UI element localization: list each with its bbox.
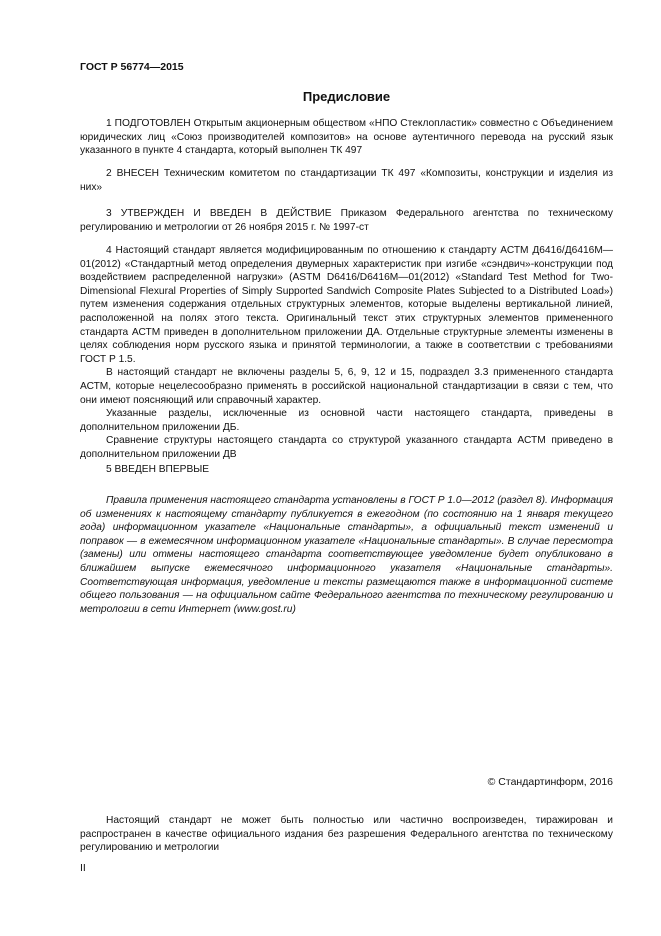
item-4-excluded-sections: В настоящий стандарт не включены разделы 5, 6, 9, 12 и 15, подраздел 3.3 примененного стандарта АСТМ, которые нецелесообразно применять в российской национальной стандартизации в связи с тем, что они имеют поясняющий или справочный характер. — [80, 367, 613, 406]
item-2-block — [80, 167, 613, 194]
rules-notice: Правила применения настоящего стандарта установлены в ГОСТ Р 1.0—2012 (раздел 8). Информация об изменениях к настоящему стандарту публикуется в ежегодном (по состоянию на 1 января текущего года) информационном указателе «Национальные стандарты», а официальный текст изменений и поправок — в ежемесячном информационном указателе «Национальные стандарты». В случае пересмотра (замены) или отмены настоящего стандарта соответствующее уведомление будет опубликовано в ближайшем выпуске ежемесячного информационного указателя «Национальные стандарты». Соответствующая информация, уведомление и тексты размещаются также в информационной системе общего пользования — на официальном сайте Федерального агентства по техническому регулированию и метрологии в сети Интернет (www.gost.ru) — [80, 495, 613, 615]
reproduction-notice-block — [80, 814, 613, 855]
page-title: Предисловие — [302, 89, 391, 104]
item-4-appendix-db: Указанные разделы, исключенные из основной части настоящего стандарта, приведены в дополнительном приложении ДБ. — [80, 408, 613, 433]
item-2-introduced: 2 ВНЕСЕН Техническим комитетом по стандартизации ТК 497 «Композиты, конструкции и изделия из них» — [80, 168, 613, 193]
reproduction-notice: Настоящий стандарт не может быть полностью или частично воспроизведен, тиражирован и распространен в качестве официального издания без разрешения Федерального агентства по техническому регулированию и метрологии — [80, 815, 613, 854]
rules-notice-block — [80, 494, 613, 616]
item-5-block — [80, 463, 613, 477]
item-1-block — [80, 117, 613, 158]
page-number: II — [80, 862, 86, 874]
item-4-modified: 4 Настоящий стандарт является модифицированным по отношению к стандарту АСТМ Д6416/Д6416М—01(2012) «Стандартный метод определения двумерных характеристик при изгибе «сэндвич»-конструкции под воздействием распределенной нагрузки» (ASTM D6416/D6416M—01(2012) «Standard Test Method for Two-Dimensional Flexural Properties of Simply Supported Sandwich Composite Plates Subjected to a Distributed Load») путем изменения содержания отдельных структурных элементов, которые выделены вертикальной линией, расположенной на полях этого текста. Оригинальный текст этих структурных элементов примененного стандарта АСТМ приведен в дополнительном приложении ДА. Отдельные структурные элементы изменены в целях соблюдения норм русского языка и принятой терминологии, а также в соответствии с требованиями ГОСТ Р 1.5. — [80, 245, 613, 365]
item-3-block — [80, 207, 613, 234]
item-4-appendix-dv: Сравнение структуры настоящего стандарта со структурой указанного стандарта АСТМ приведено в дополнительном приложении ДВ — [80, 435, 613, 460]
item-1-prepared: 1 ПОДГОТОВЛЕН Открытым акционерным обществом «НПО Стеклопластик» совместно с Объединением юридических лиц «Союз производителей композитов» на основе аутентичного перевода на русский язык указанного в пункте 4 стандарта, который выполнен ТК 497 — [80, 118, 613, 157]
item-5-first-introduced: 5 ВВЕДЕН ВПЕРВЫЕ — [106, 464, 210, 475]
standard-id: ГОСТ Р 56774—2015 — [80, 61, 184, 73]
item-4-block — [80, 244, 613, 462]
copyright: © Стандартинформ, 2016 — [487, 776, 613, 788]
item-3-approved: 3 УТВЕРЖДЕН И ВВЕДЕН В ДЕЙСТВИЕ Приказом Федерального агентства по техническому регулированию и метрологии от 26 ноября 2015 г. № 1997-ст — [80, 208, 613, 233]
